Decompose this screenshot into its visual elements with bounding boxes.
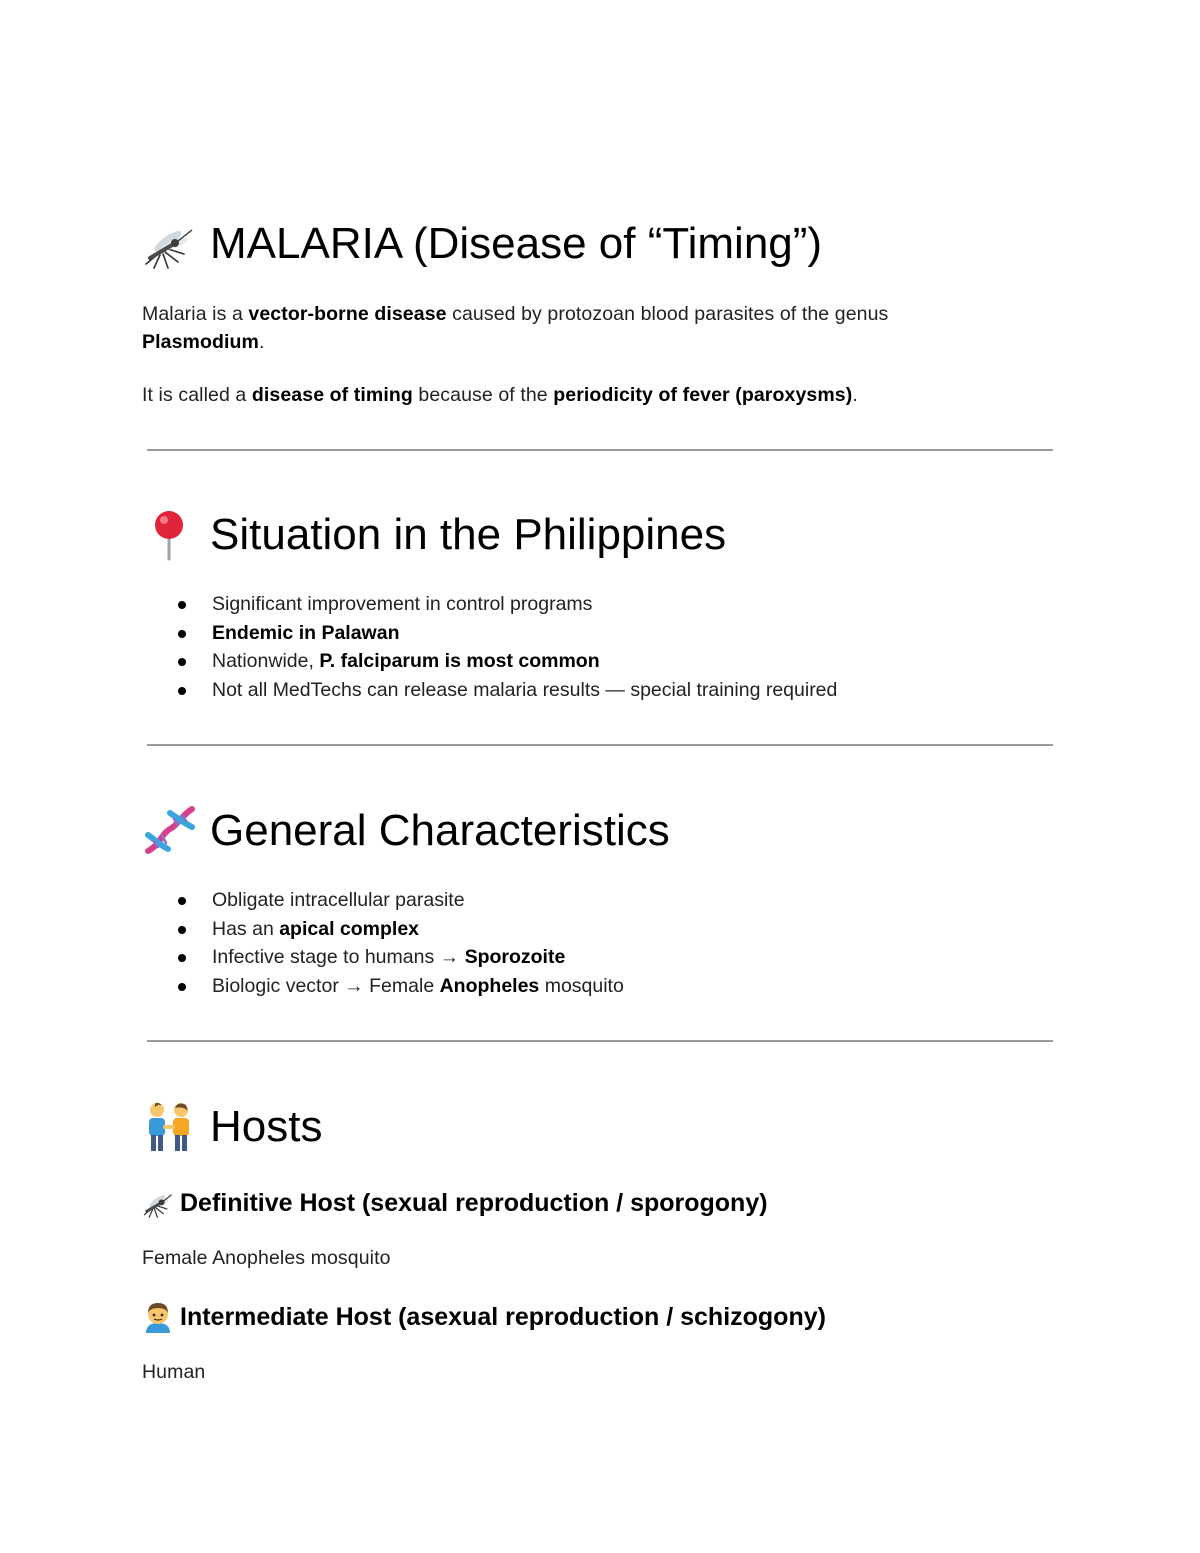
bold-term: P. falciparum is most common: [319, 650, 600, 673]
list-item: [142, 915, 624, 944]
list-item: [142, 590, 837, 619]
item-text: Has an: [212, 917, 280, 940]
malaria-timing-note: [142, 381, 858, 409]
bold-term: Sporozoite: [464, 946, 566, 969]
characteristics-heading: [142, 805, 670, 857]
item-text: Nationwide,: [212, 650, 320, 673]
characteristics-title: General Characteristics: [210, 806, 670, 855]
malaria-heading: [142, 218, 822, 270]
characteristics-list: [142, 886, 624, 1000]
bold-term: Endemic in Palawan: [212, 621, 400, 644]
list-item: [142, 886, 624, 915]
definitive-host-heading: [142, 1187, 768, 1219]
section-divider: [147, 1040, 1053, 1042]
bold-term: Anopheles: [439, 974, 540, 997]
malaria-title: MALARIA (Disease of “Timing”): [210, 219, 823, 268]
bold-term: periodicity of fever (paroxysms): [553, 384, 853, 406]
item-text: Infective stage to humans →: [212, 946, 465, 969]
item-text: Biologic vector → Female: [212, 974, 440, 997]
list-item: [142, 972, 624, 1001]
item-text: mosquito: [539, 974, 624, 997]
section-divider: [147, 449, 1053, 451]
man-icon: [142, 1301, 174, 1333]
text-segment: .: [258, 331, 265, 353]
bold-term: Plasmodium: [142, 331, 259, 353]
text-segment: Malaria is a: [142, 303, 249, 325]
hosts-title: Hosts: [210, 1102, 323, 1151]
mosquito-icon: [142, 1187, 174, 1219]
text-segment: It is called a: [142, 384, 252, 406]
bold-term: vector-borne disease: [248, 303, 447, 325]
philippines-heading: [142, 509, 726, 561]
hosts-heading: [142, 1101, 322, 1153]
text-segment: because of the: [412, 384, 554, 406]
bold-term: disease of timing: [251, 384, 413, 406]
list-item: [142, 619, 837, 648]
round-pushpin-icon: [142, 509, 196, 561]
dna-icon: [142, 805, 196, 857]
philippines-title: Situation in the Philippines: [210, 510, 727, 559]
section-divider: [147, 744, 1053, 746]
item-text: Obligate intracellular parasite: [212, 889, 465, 911]
philippines-list: [142, 590, 837, 704]
text-segment: caused by protozoan blood parasites of the genus: [446, 303, 889, 325]
malaria-definition: [142, 300, 888, 356]
people-holding-hands-icon: [142, 1101, 196, 1153]
item-text: Significant improvement in control programs: [212, 593, 593, 615]
item-text: Not all MedTechs can release malaria results — special training required: [212, 678, 838, 701]
bold-term: apical complex: [279, 917, 420, 940]
list-item: [142, 943, 624, 972]
intermediate-host-heading: [142, 1301, 826, 1333]
definitive-host-text: Female Anopheles mosquito: [142, 1247, 391, 1269]
definitive-host-title: Definitive Host (sexual reproduction / sporogony): [180, 1189, 768, 1217]
text-segment: .: [852, 384, 858, 406]
intermediate-host-title: Intermediate Host (asexual reproduction / schizogony): [180, 1303, 826, 1331]
list-item: [142, 647, 837, 676]
list-item: [142, 676, 837, 705]
intermediate-host-text: Human: [142, 1361, 206, 1383]
mosquito-icon: [142, 218, 196, 270]
